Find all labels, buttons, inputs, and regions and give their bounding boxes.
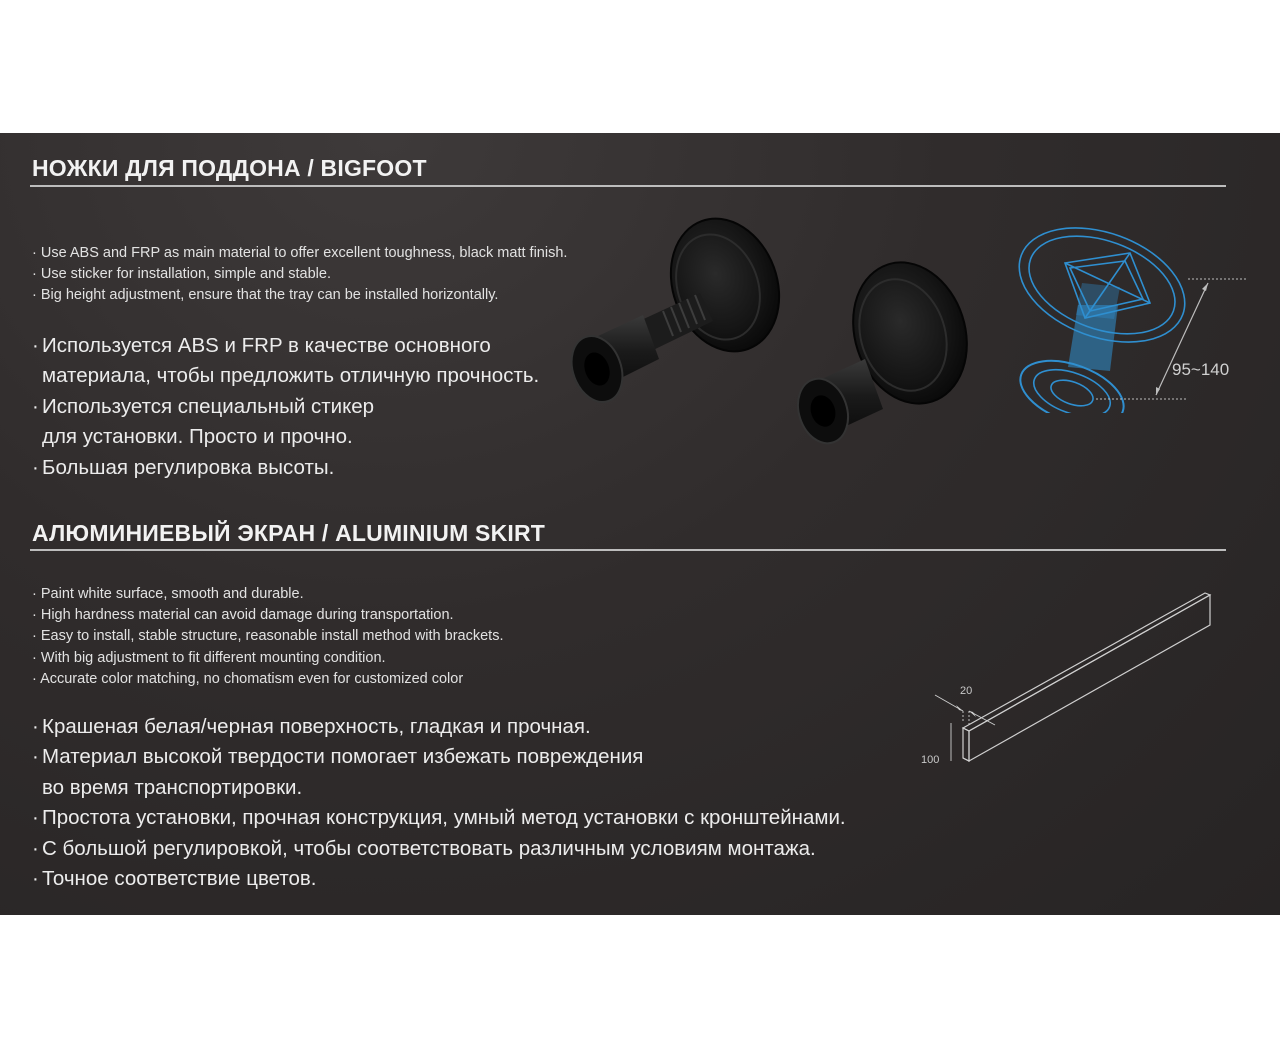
skirt-en-bullet: · Accurate color matching, no chomatism even for customized color bbox=[32, 669, 503, 690]
skirt-thickness-label: 20 bbox=[960, 685, 973, 697]
bigfoot-technical-drawing bbox=[1010, 223, 1260, 413]
bigfoot-title-rule bbox=[30, 185, 1226, 187]
bigfoot-ru-bullet: · Большая регулировка высоты. bbox=[32, 455, 335, 479]
skirt-ru-bullet: · Простота установки, прочная конструкция, умный метод установки с кронштейнами. bbox=[32, 806, 846, 830]
bigfoot-foot-right bbox=[790, 248, 985, 450]
skirt-title-rule bbox=[30, 549, 1226, 551]
skirt-ru-bullet: · С большой регулировкой, чтобы соответствовать различным условиям монтажа. bbox=[32, 836, 816, 860]
bigfoot-en-bullet: · Big height adjustment, ensure that the tray can be installed horizontally. bbox=[32, 285, 567, 306]
skirt-ru-bullet-list bbox=[32, 712, 846, 894]
bigfoot-ru-bullet-list bbox=[32, 331, 539, 483]
skirt-en-bullet-list bbox=[32, 584, 503, 690]
bigfoot-en-bullet-list bbox=[32, 243, 567, 307]
bigfoot-ru-bullet: · Используется специальный стикер для установки. Просто и прочно. bbox=[32, 392, 539, 453]
bigfoot-ru-bullet-line: Большая регулировка высоты. bbox=[42, 455, 335, 479]
bigfoot-product-image bbox=[565, 213, 985, 453]
bigfoot-ru-bullet-line: для установки. Просто и прочно. bbox=[42, 425, 353, 449]
skirt-technical-drawing bbox=[915, 583, 1225, 783]
skirt-height-label: 100 bbox=[921, 754, 940, 766]
bigfoot-foot-left bbox=[565, 213, 797, 409]
skirt-ru-bullet: · Крашеная белая/черная поверхность, гладкая и прочная. bbox=[32, 715, 591, 738]
bigfoot-ru-bullet-line: Используется ABS и FRP в качестве основного bbox=[42, 334, 491, 357]
bigfoot-section-title: НОЖКИ ДЛЯ ПОДДОНА / BIGFOOT bbox=[32, 155, 427, 181]
bigfoot-en-bullet: · Use ABS and FRP as main material to offer excellent toughness, black matt finish. bbox=[32, 243, 567, 264]
bigfoot-en-bullet: · Use sticker for installation, simple and stable. bbox=[32, 264, 567, 285]
skirt-ru-bullet: · Материал высокой твердости помогает избежать повреждения во время транспортировки. bbox=[32, 742, 846, 803]
bigfoot-ru-bullet-line: Используется специальный стикер bbox=[42, 394, 375, 418]
skirt-en-bullet: · High hardness material can avoid damage during transportation. bbox=[32, 605, 503, 626]
skirt-en-bullet: · With big adjustment to fit different mounting condition. bbox=[32, 648, 503, 669]
product-panel bbox=[0, 133, 1280, 915]
skirt-ru-bullet-line: Точное соответствие цветов. bbox=[42, 867, 317, 891]
bigfoot-ru-bullet-line: материала, чтобы предложить отличную прочность. bbox=[42, 364, 540, 388]
skirt-ru-bullet-line: во время транспортировки. bbox=[42, 775, 303, 799]
skirt-ru-bullet: · Точное соответствие цветов. bbox=[32, 867, 317, 891]
bigfoot-ru-bullet: · Используется ABS и FRP в качестве основного материала, чтобы предложить отличную прочность. bbox=[32, 331, 539, 392]
skirt-ru-bullet-line: Материал высокой твердости помогает избежать повреждения bbox=[42, 745, 644, 769]
skirt-section-title: АЛЮМИНИЕВЫЙ ЭКРАН / ALUMINIUM SKIRT bbox=[32, 520, 546, 546]
skirt-en-bullet: · Easy to install, stable structure, reasonable install method with brackets. bbox=[32, 626, 503, 647]
bigfoot-dimension-label: 95~140 bbox=[1172, 360, 1230, 379]
skirt-ru-bullet-line: Крашеная белая/черная поверхность, гладкая и прочная. bbox=[42, 715, 591, 738]
skirt-ru-bullet-line: С большой регулировкой, чтобы соответствовать различным условиям монтажа. bbox=[42, 836, 816, 860]
skirt-ru-bullet-line: Простота установки, прочная конструкция, умный метод установки с кронштейнами. bbox=[42, 806, 846, 830]
skirt-en-bullet: · Paint white surface, smooth and durable. bbox=[32, 584, 503, 605]
